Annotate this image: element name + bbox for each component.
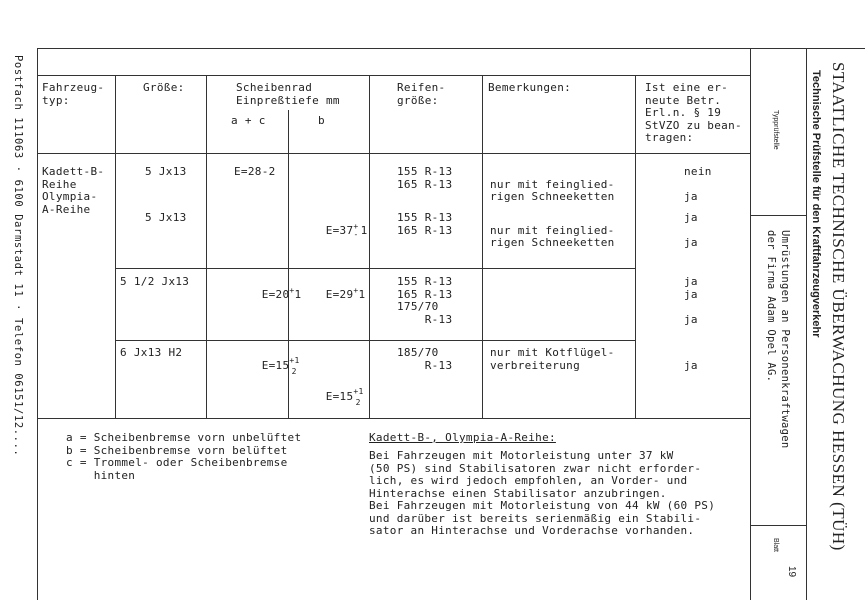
address-margin: Postfach 111063 · 6100 Darmstadt 11 · Telefon 06151/12.... (12, 55, 24, 457)
table-header-bottom (38, 153, 750, 154)
header-size: Größe: (143, 81, 185, 94)
answer-cell: ja (684, 359, 698, 372)
org-title: STAATLICHE TECHNISCHE ÜBERWACHUNG HESSEN (TÜH) (829, 62, 848, 551)
type-label: Typprüfstelle (772, 110, 779, 150)
answer-cell: ja ja ja (684, 275, 698, 326)
col-line-2 (206, 75, 207, 418)
size-cell: 5 1/2 Jx13 (120, 275, 190, 288)
right-panel-border (750, 48, 751, 600)
table-bottom (38, 418, 750, 419)
size-cell: 6 Jx13 H2 (120, 346, 183, 359)
offset-b-sup: + (353, 221, 359, 231)
offset-a-sup: +1 (289, 355, 300, 365)
offset-b-tail: 1 (360, 223, 368, 237)
remark-cell: nur mit feinglied- rigen Schneeketten (490, 177, 615, 203)
offset-a-sub: 2 (291, 366, 297, 376)
offset-b-sup: + (353, 285, 359, 295)
header-remarks: Bemerkungen: (488, 81, 572, 94)
tyre-cell: 155 R-13 165 R-13 175/70 R-13 (397, 275, 453, 326)
right-panel-divider (751, 215, 806, 216)
size-cell: 5 Jx13 (145, 165, 187, 178)
sheet-label: Blatt (772, 538, 779, 553)
remark-cell: nur mit feinglied- rigen Schneeketten (490, 223, 615, 249)
offset-a-cell (234, 276, 301, 315)
tyre-cell: 185/70 R-13 (397, 346, 453, 372)
table-row-line-1 (115, 268, 635, 269)
tyre-cell: 155 R-13 165 R-13 (397, 165, 453, 191)
tyre-cell: 155 R-13 165 R-13 (397, 211, 453, 237)
offset-b-sub: 2 (355, 397, 361, 407)
size-cell: 5 Jx13 (145, 211, 187, 224)
offset-b-value: E=15 (325, 389, 354, 403)
offset-b-cell (298, 276, 365, 315)
subject-text: Umrüstungen an Personenkraftwagen der Firma Adam Opel AG. (765, 230, 791, 449)
offset-b-cell (298, 212, 371, 251)
offset-b-sub: - (353, 229, 359, 239)
answer-cell: ja ja (684, 211, 698, 249)
right-panel-title-border (806, 48, 807, 600)
offset-a-value: E=20 (261, 287, 290, 301)
remark-cell: nur mit Kotflügel- verbreiterung (490, 346, 615, 372)
left-border (37, 48, 38, 600)
note-text: Bei Fahrzeugen mit Motorleistung unter 37 kW (50 PS) sind Stabilisatoren zwar nicht erforder- lich, es wird jedoch empfohlen, an Vorder- und Hinterachse einen Stabilisator anzubringen. Bei Fahrzeugen mit Motorleistung von 44 kW (60 PS) und darüber ist bereits serienmäßig ein Stabili- sator an Hinterachse und Vorderachse vorhanden. (369, 449, 716, 537)
note-title: Kadett-B-, Olympia-A-Reihe: (369, 431, 556, 444)
header-col-b: b (318, 114, 325, 127)
vehicle-type-cell: Kadett-B- Reihe Olympia- A-Reihe (42, 165, 105, 216)
answer-cell: nein ja (684, 165, 712, 203)
offset-b-cell (298, 378, 369, 417)
table-row-line-2 (115, 340, 635, 341)
col-line-6 (635, 75, 636, 418)
header-vehicle-type: Fahrzeug- typ: (42, 81, 105, 107)
sheet-number: 19 (786, 566, 797, 578)
offset-a-cell (234, 347, 305, 386)
offset-b-value: E=29 (325, 287, 354, 301)
header-col-a: a + c (231, 114, 266, 127)
offset-a-tail: 1 (294, 287, 302, 301)
offset-b-value: E=37 (325, 223, 354, 237)
top-border (38, 48, 865, 49)
table-top (38, 75, 750, 76)
header-tyre-size: Reifen- größe: (397, 81, 446, 107)
offset-a-sup: + (289, 285, 295, 295)
brake-legend: a = Scheibenbremse vorn unbelüftet b = Scheibenbremse vorn belüftet c = Trommel- oder Scheibenbremse hinten (66, 431, 302, 482)
header-assessment: Ist eine er- neute Betr. Erl.n. § 19 StVZO zu bean- tragen: (645, 81, 742, 144)
header-offset: Scheibenrad Einpreßtiefe mm (236, 81, 340, 107)
offset-b-sup: +1 (353, 386, 364, 396)
right-panel-divider-2 (751, 525, 806, 526)
col-line-5 (482, 75, 483, 418)
offset-b-tail: 1 (358, 287, 366, 301)
offset-a-cell: E=28-2 (234, 165, 276, 178)
col-line-1 (115, 75, 116, 418)
org-subtitle: Technische Prüfstelle für den Kraftfahrzeugverkehr (810, 70, 822, 338)
offset-a-value: E=15 (261, 358, 290, 372)
